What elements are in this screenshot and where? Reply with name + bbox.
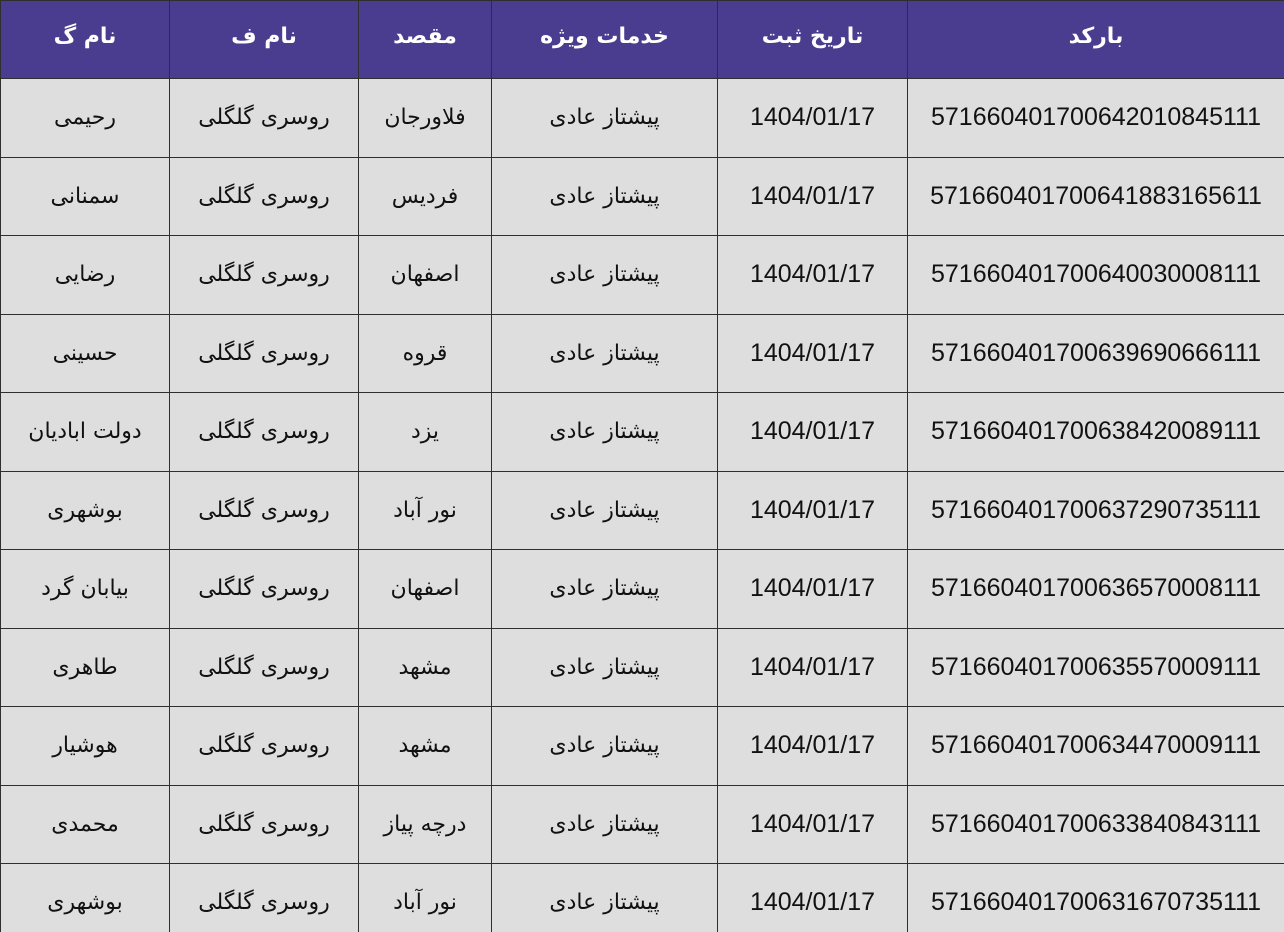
- sender-cell: روسری گلگلی: [170, 471, 359, 550]
- recipient-cell: بوشهری: [1, 864, 170, 932]
- date-cell: 1404/01/17: [718, 707, 908, 786]
- barcode-cell: 571660401700637290735111: [908, 471, 1284, 550]
- service-cell: پیشتاز عادی: [492, 79, 718, 158]
- destination-cell: نور آباد: [359, 864, 492, 932]
- service-cell: پیشتاز عادی: [492, 864, 718, 932]
- recipient-cell: بوشهری: [1, 471, 170, 550]
- barcode-cell: 571660401700633840843111: [908, 785, 1284, 864]
- table-row[interactable]: [1, 79, 1284, 158]
- date-cell: 1404/01/17: [718, 785, 908, 864]
- date-cell: 1404/01/17: [718, 314, 908, 393]
- recipient-cell: بیابان گرد: [1, 550, 170, 629]
- destination-cell: قروه: [359, 314, 492, 393]
- table-row[interactable]: [1, 628, 1284, 707]
- barcode-cell: 571660401700641883165611: [908, 157, 1284, 236]
- column-header-date[interactable]: تاریخ ثبت: [718, 1, 908, 79]
- destination-cell: اصفهان: [359, 550, 492, 629]
- service-cell: پیشتاز عادی: [492, 236, 718, 315]
- barcode-cell: 571660401700636570008111: [908, 550, 1284, 629]
- recipient-cell: سمنانی: [1, 157, 170, 236]
- sender-cell: روسری گلگلی: [170, 628, 359, 707]
- recipient-cell: محمدی: [1, 785, 170, 864]
- table-row[interactable]: [1, 864, 1284, 932]
- sender-cell: روسری گلگلی: [170, 550, 359, 629]
- date-cell: 1404/01/17: [718, 393, 908, 472]
- service-cell: پیشتاز عادی: [492, 628, 718, 707]
- destination-cell: فلاورجان: [359, 79, 492, 158]
- column-header-barcode[interactable]: بارکد: [908, 1, 1284, 79]
- recipient-cell: طاهری: [1, 628, 170, 707]
- table-row[interactable]: [1, 471, 1284, 550]
- service-cell: پیشتاز عادی: [492, 314, 718, 393]
- sender-cell: روسری گلگلی: [170, 785, 359, 864]
- sender-cell: روسری گلگلی: [170, 864, 359, 932]
- service-cell: پیشتاز عادی: [492, 707, 718, 786]
- destination-cell: یزد: [359, 393, 492, 472]
- service-cell: پیشتاز عادی: [492, 785, 718, 864]
- date-cell: 1404/01/17: [718, 550, 908, 629]
- barcode-cell: 571660401700639690666111: [908, 314, 1284, 393]
- recipient-cell: هوشیار: [1, 707, 170, 786]
- sender-cell: روسری گلگلی: [170, 707, 359, 786]
- table-row[interactable]: [1, 314, 1284, 393]
- header-row: [1, 1, 1284, 79]
- table-header: [1, 1, 1284, 79]
- sender-cell: روسری گلگلی: [170, 236, 359, 315]
- table-body: [1, 79, 1284, 932]
- service-cell: پیشتاز عادی: [492, 393, 718, 472]
- recipient-cell: رحیمی: [1, 79, 170, 158]
- barcode-cell: 571660401700635570009111: [908, 628, 1284, 707]
- service-cell: پیشتاز عادی: [492, 550, 718, 629]
- recipient-cell: حسینی: [1, 314, 170, 393]
- barcode-cell: 571660401700640030008111: [908, 236, 1284, 315]
- column-header-service[interactable]: خدمات ویژه: [492, 1, 718, 79]
- recipient-cell: دولت ابادیان: [1, 393, 170, 472]
- table-row[interactable]: [1, 157, 1284, 236]
- column-header-sender[interactable]: نام ف: [170, 1, 359, 79]
- date-cell: 1404/01/17: [718, 79, 908, 158]
- destination-cell: مشهد: [359, 628, 492, 707]
- service-cell: پیشتاز عادی: [492, 157, 718, 236]
- sender-cell: روسری گلگلی: [170, 314, 359, 393]
- column-header-recipient[interactable]: نام گ: [1, 1, 170, 79]
- destination-cell: فردیس: [359, 157, 492, 236]
- table-row[interactable]: [1, 707, 1284, 786]
- destination-cell: نور آباد: [359, 471, 492, 550]
- destination-cell: درچه پیاز: [359, 785, 492, 864]
- barcode-cell: 571660401700631670735111: [908, 864, 1284, 932]
- date-cell: 1404/01/17: [718, 236, 908, 315]
- table-row[interactable]: [1, 236, 1284, 315]
- destination-cell: مشهد: [359, 707, 492, 786]
- table-row[interactable]: [1, 550, 1284, 629]
- sender-cell: روسری گلگلی: [170, 157, 359, 236]
- service-cell: پیشتاز عادی: [492, 471, 718, 550]
- sender-cell: روسری گلگلی: [170, 79, 359, 158]
- destination-cell: اصفهان: [359, 236, 492, 315]
- table-row[interactable]: [1, 393, 1284, 472]
- column-header-destination[interactable]: مقصد: [359, 1, 492, 79]
- barcode-cell: 571660401700642010845111: [908, 79, 1284, 158]
- date-cell: 1404/01/17: [718, 471, 908, 550]
- recipient-cell: رضایی: [1, 236, 170, 315]
- date-cell: 1404/01/17: [718, 864, 908, 932]
- date-cell: 1404/01/17: [718, 157, 908, 236]
- table-row[interactable]: [1, 785, 1284, 864]
- barcode-cell: 571660401700638420089111: [908, 393, 1284, 472]
- sender-cell: روسری گلگلی: [170, 393, 359, 472]
- date-cell: 1404/01/17: [718, 628, 908, 707]
- barcode-cell: 571660401700634470009111: [908, 707, 1284, 786]
